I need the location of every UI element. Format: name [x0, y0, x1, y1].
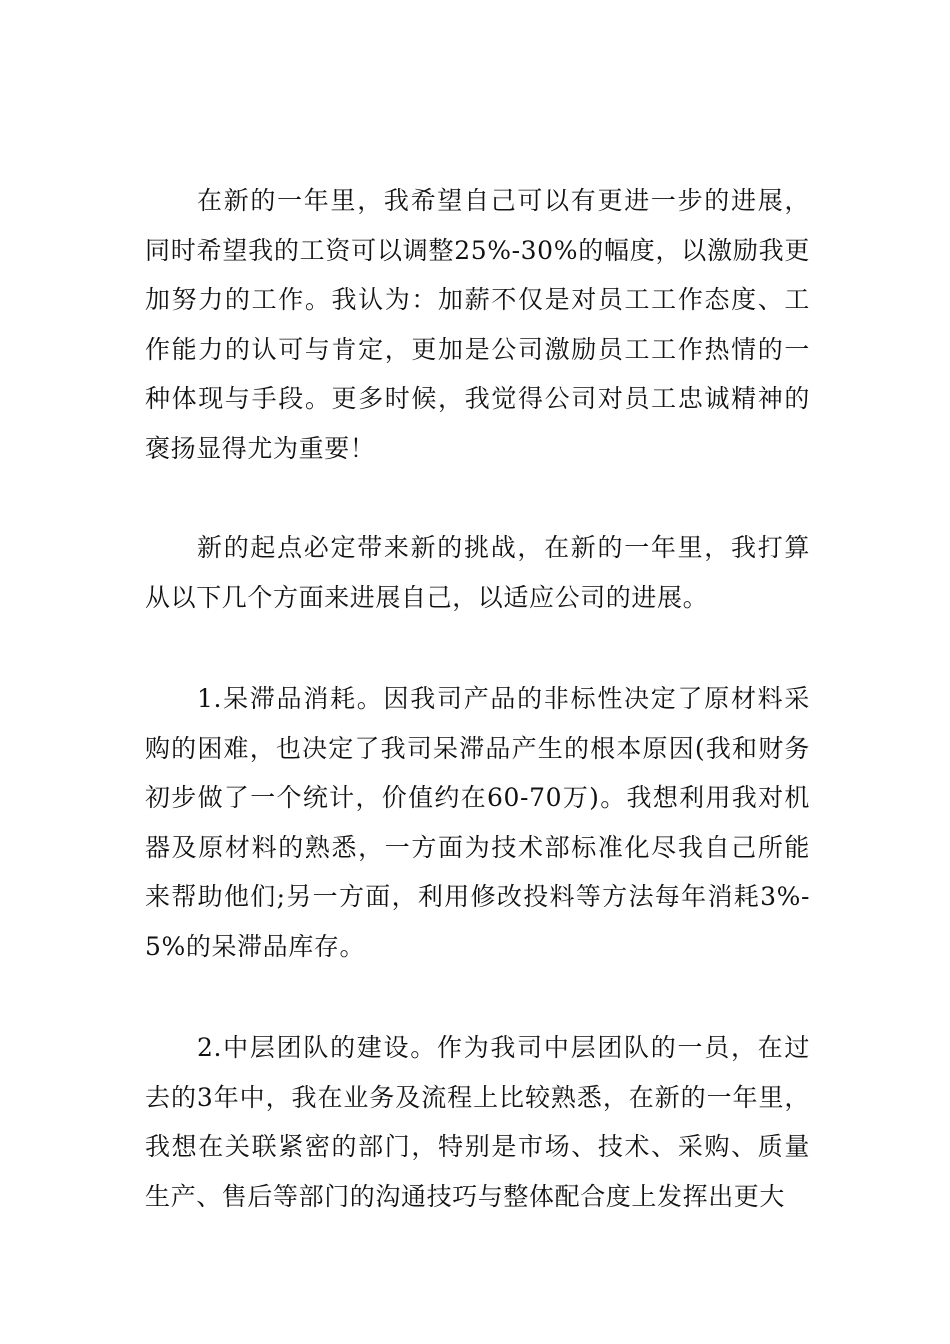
paragraph-item-2-team: 2.中层团队的建设。作为我司中层团队的一员，在过去的3年中，我在业务及流程上比较熟悉，在新的一年里，我想在关联紧密的部门，特别是市场、技术、采购、质量生产、售后等部门的沟通技巧与整体配合度上发挥出更大: [145, 1033, 810, 1211]
paragraph-new-challenges: 新的起点必定带来新的挑战，在新的一年里，我打算从以下几个方面来进展自己，以适应公司的进展。: [145, 533, 810, 612]
document-body: [145, 176, 810, 1221]
paragraph-item-1-stock: 1.呆滞品消耗。因我司产品的非标性决定了原材料采购的困难，也决定了我司呆滞品产生的根本原因(我和财务初步做了一个统计，价值约在60-70万)。我想利用我对机器及原材料的熟悉，一方面为技术部标准化尽我自己所能来帮助他们;另一方面，利用修改投料等方法每年消耗3%-5%的呆滞品库存。: [145, 684, 810, 961]
paragraph-salary: 在新的一年里，我希望自己可以有更进一步的进展，同时希望我的工资可以调整25%-30%的幅度，以激励我更加努力的工作。我认为：加薪不仅是对员工工作态度、工作能力的认可与肯定，更加是公司激励员工工作热情的一种体现与手段。更多时候，我觉得公司对员工忠诚精神的褒扬显得尤为重要！: [145, 186, 810, 463]
